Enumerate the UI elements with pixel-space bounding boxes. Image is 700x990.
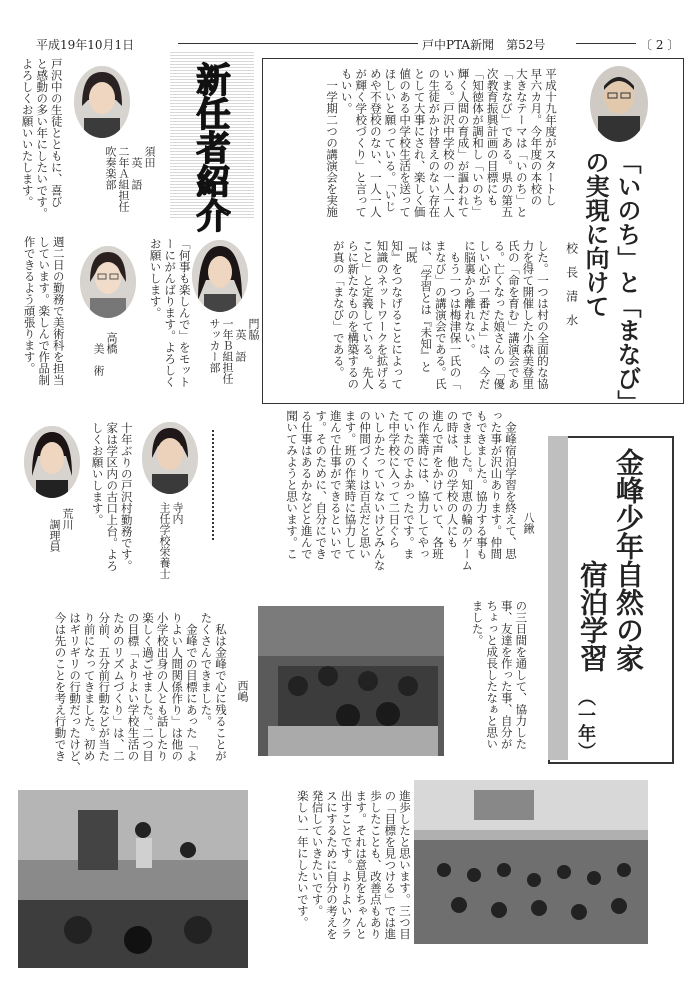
- camp-text-2: 私は金峰で心に残ることが たくさんできました。 金峰での目標にあった「よ りよい人間関係作り」は他の 小学校出身の人とも話したり 楽しく過ごせました。二つ目 の目標「よりよい学校生活の ためのリズムづくり」は、二 分前、五分前行動などが当た り前になってきました。初め はギリギリの行動だったけど、 今は先のことを考え行動でき: [53, 612, 228, 773]
- teacher-name-3: 高橋 美 術: [92, 332, 118, 376]
- principal-role: 校 長 清 水: [564, 242, 579, 326]
- camp-text-1b: の三日間を通して、協力した 事、友達を作った事、自分が ちょっと成長したなぁと思い ました。: [470, 600, 529, 750]
- camp-photo-classroom: [258, 606, 444, 756]
- header-rule: [178, 43, 418, 44]
- teacher-name-4: 寺内 主任学校栄養士: [158, 502, 184, 579]
- teachers-heading: 新任者紹介: [190, 62, 230, 232]
- principal-photo: [590, 66, 648, 142]
- principal-title: 「いのち」と「まなび」: [613, 150, 642, 414]
- camp-title-shade: [548, 436, 568, 760]
- camp-text-2b: 進歩したと思います。三つ目 の「目標を見つける」では進 歩したことも、改善点もあり ます。それは意見をちゃんと 出すことです。よりよいクラ スにするために自分の考えを 発信していきたいです。 楽しい一年にしたいです。: [295, 790, 412, 940]
- teacher-name-1: 須田 英 語 二年Ａ組担任 吹奏楽部: [104, 146, 156, 212]
- teacher-name-2: 門脇 英 語 一年Ｂ組担任 サッカー部: [208, 318, 260, 384]
- camp-photo-outdoor: [414, 780, 648, 944]
- camp-grade: （一年）: [575, 688, 596, 760]
- teacher-msg-4: 十年ぶりの戸沢村勤務です。 家は学区内の古口上台。よろ しくお願いします。: [90, 422, 134, 572]
- principal-title-2: の実現に向けて: [581, 150, 610, 318]
- divider: [212, 430, 214, 540]
- author-2: 西嶋: [236, 680, 249, 702]
- header-rule: [576, 43, 636, 44]
- camp-text-1: 金峰宿泊学習を終えて、思 った事が沢山あります。仲間 もできました。協力する事も できました。知恵の輪のゲーム の時は、他の学校の人にも 進んで声をかけていて、各班 の作業時には、協力してやっ ていたのでよかったです。ま た中学校に入って二日ぐら いしかたっていないけどみんな の仲間づくりは百点だと思い ます。班の作業時に協力して 進んで仕事ができるといいで す。そのために、自分にでき る仕事はあるかなどと進んで 聞いてみようと思います。こ: [285, 410, 518, 571]
- newspaper-title: 戸中PTA新聞 第52号: [422, 38, 546, 52]
- teacher-msg-3: 週二日の勤務で美術科を担当 しています。楽しんで作品制 作できるよう頑張ります。: [22, 236, 66, 386]
- camp-title: 金峰少年自然の家: [612, 448, 645, 672]
- teacher-name-5: 荒川 調理員: [48, 508, 74, 552]
- camp-subtitle: 宿泊学習: [576, 560, 609, 672]
- teacher-photo: [74, 66, 130, 138]
- page-number: 〔 2 〕: [640, 38, 680, 52]
- teacher-photo: [192, 240, 248, 312]
- principal-body-1: 平成十九年度がスタートし 早六カ月。今年度の本校の 大きなテーマは「いのち」と 「まなび」である。県の第五 次教育振興計画の目標にも 「知徳体が調和し「いのち」 輝く人間の育成」が謳われて いる。戸沢中学校の一人一人 の生徒がかけ替えのない存在 として大事にされ、楽しく価 値のある中学校生活を送って ほしいと願っている。「いじ めや不登校のない、一人一人 が輝く学校づくり」と言って もいい。 一学期二つの講演会を実施: [325, 68, 558, 218]
- principal-body-2: した。一つは村の全面的な協 力を得て開催した小森美登里 氏の「命を育む」講演会であ る。亡くなった娘さんの「優 しい心が一番だよ」は、今だ に脳裏から離れない。 もう一つは梅津保一氏の「 まなび」の講演会である。氏 は、「学習とは『未知』と『既 知』をつなげることによって 知識のネットワークを拡げる こと」と定義している。先人 らに新たなものを構築するの が真の「まなび」である。: [331, 240, 550, 390]
- teacher-photo: [142, 422, 198, 494]
- issue-date: 平成19年10月1日: [36, 38, 135, 52]
- teacher-photo: [80, 246, 136, 318]
- teacher-photo: [24, 426, 80, 498]
- author-1: 八鍬: [522, 512, 535, 534]
- teacher-msg-1: 戸沢中の生徒とともに、喜び と感動の多い年にしたいです。 よろしくお願いいたします。: [20, 58, 64, 219]
- camp-photo-gym: [18, 790, 248, 968]
- teacher-msg-2: 「何事も楽しんで」をモット ーにがんばります。よろしく お願いします。: [148, 238, 192, 388]
- page-header: [18, 34, 682, 54]
